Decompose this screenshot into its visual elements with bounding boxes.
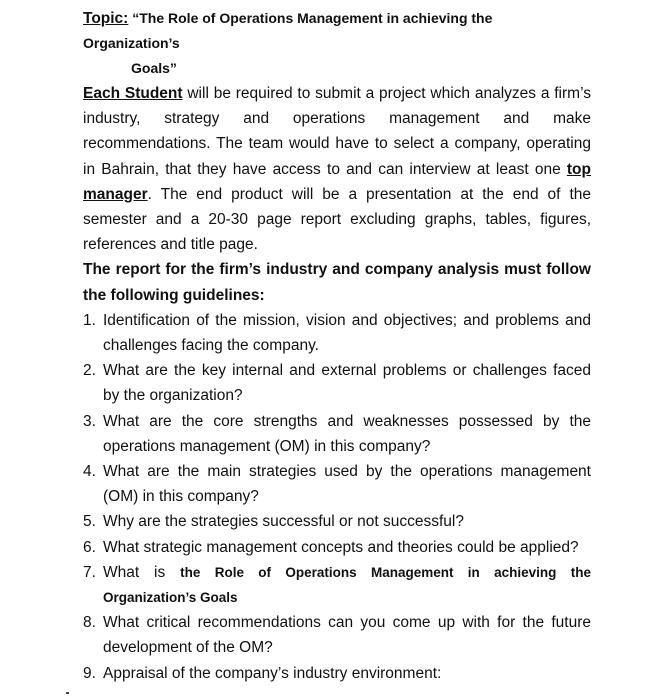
- item-number: 6.: [83, 538, 96, 556]
- guidelines-heading: The report for the firm’s industry and company analysis must follow the following guidelines:: [83, 261, 591, 304]
- item-text: Why are the strategies successful or not successful?: [103, 513, 464, 531]
- item-text-prefix: What is: [103, 563, 181, 581]
- topic-title-line2: Goals”: [131, 60, 177, 76]
- list-item: [83, 610, 591, 660]
- each-student-text: Each Student: [83, 85, 183, 102]
- stray-mark: [66, 692, 69, 694]
- topic-title-line1: “The Role of Operations Management in achieving the Organization’s: [83, 10, 493, 51]
- list-item: [83, 459, 591, 509]
- item-text: What critical recommendations can you come up with for the future development of the OM?: [103, 614, 591, 657]
- topic-heading: [83, 6, 591, 81]
- item-text: What strategic management concepts and theories could be applied?: [103, 538, 579, 556]
- list-item: [83, 560, 591, 610]
- intro-paragraph: [83, 81, 591, 257]
- item-text-bold: the Role of Operations Management in achieving the Organization’s Goals: [103, 564, 591, 606]
- item-number: 5.: [83, 513, 96, 531]
- item-number: 9.: [83, 664, 96, 682]
- item-number: 3.: [83, 412, 96, 430]
- list-item: [83, 661, 591, 686]
- list-item: [83, 358, 591, 408]
- top-manager-text: top manager: [83, 160, 591, 203]
- item-number: 7.: [83, 563, 96, 581]
- document-page: [83, 6, 591, 686]
- list-item: [83, 535, 591, 560]
- item-text: Appraisal of the company’s industry environment:: [103, 664, 442, 682]
- list-item: [83, 509, 591, 534]
- intro-text-1: will be required to submit a project which analyzes a firm’s industry, strategy and operations management and make recommendations. The team would have to select a company, operating in Bahrain, that they have access to and can interview at least one: [83, 85, 591, 178]
- item-number: 8.: [83, 614, 96, 632]
- item-text: What are the core strengths and weaknesses possessed by the operations management (OM) in this company?: [103, 412, 591, 455]
- list-item: [83, 409, 591, 459]
- topic-label: Topic:: [83, 10, 129, 27]
- list-item: [83, 308, 591, 358]
- item-text: Identification of the mission, vision and objectives; and problems and challenges facing the company.: [103, 311, 591, 355]
- item-text: What are the main strategies used by the operations management (OM) in this company?: [103, 463, 591, 506]
- item-number: 1.: [83, 311, 96, 329]
- item-number: 2.: [83, 362, 96, 380]
- intro-text-2: . The end product will be a presentation at the end of the semester and a 20-30 page report excluding graphs, tables, figures, references and title page.: [83, 185, 591, 254]
- guidelines-list: [83, 308, 591, 686]
- item-text: What are the key internal and external problems or challenges faced by the organization?: [103, 362, 591, 405]
- item-number: 4.: [83, 463, 96, 481]
